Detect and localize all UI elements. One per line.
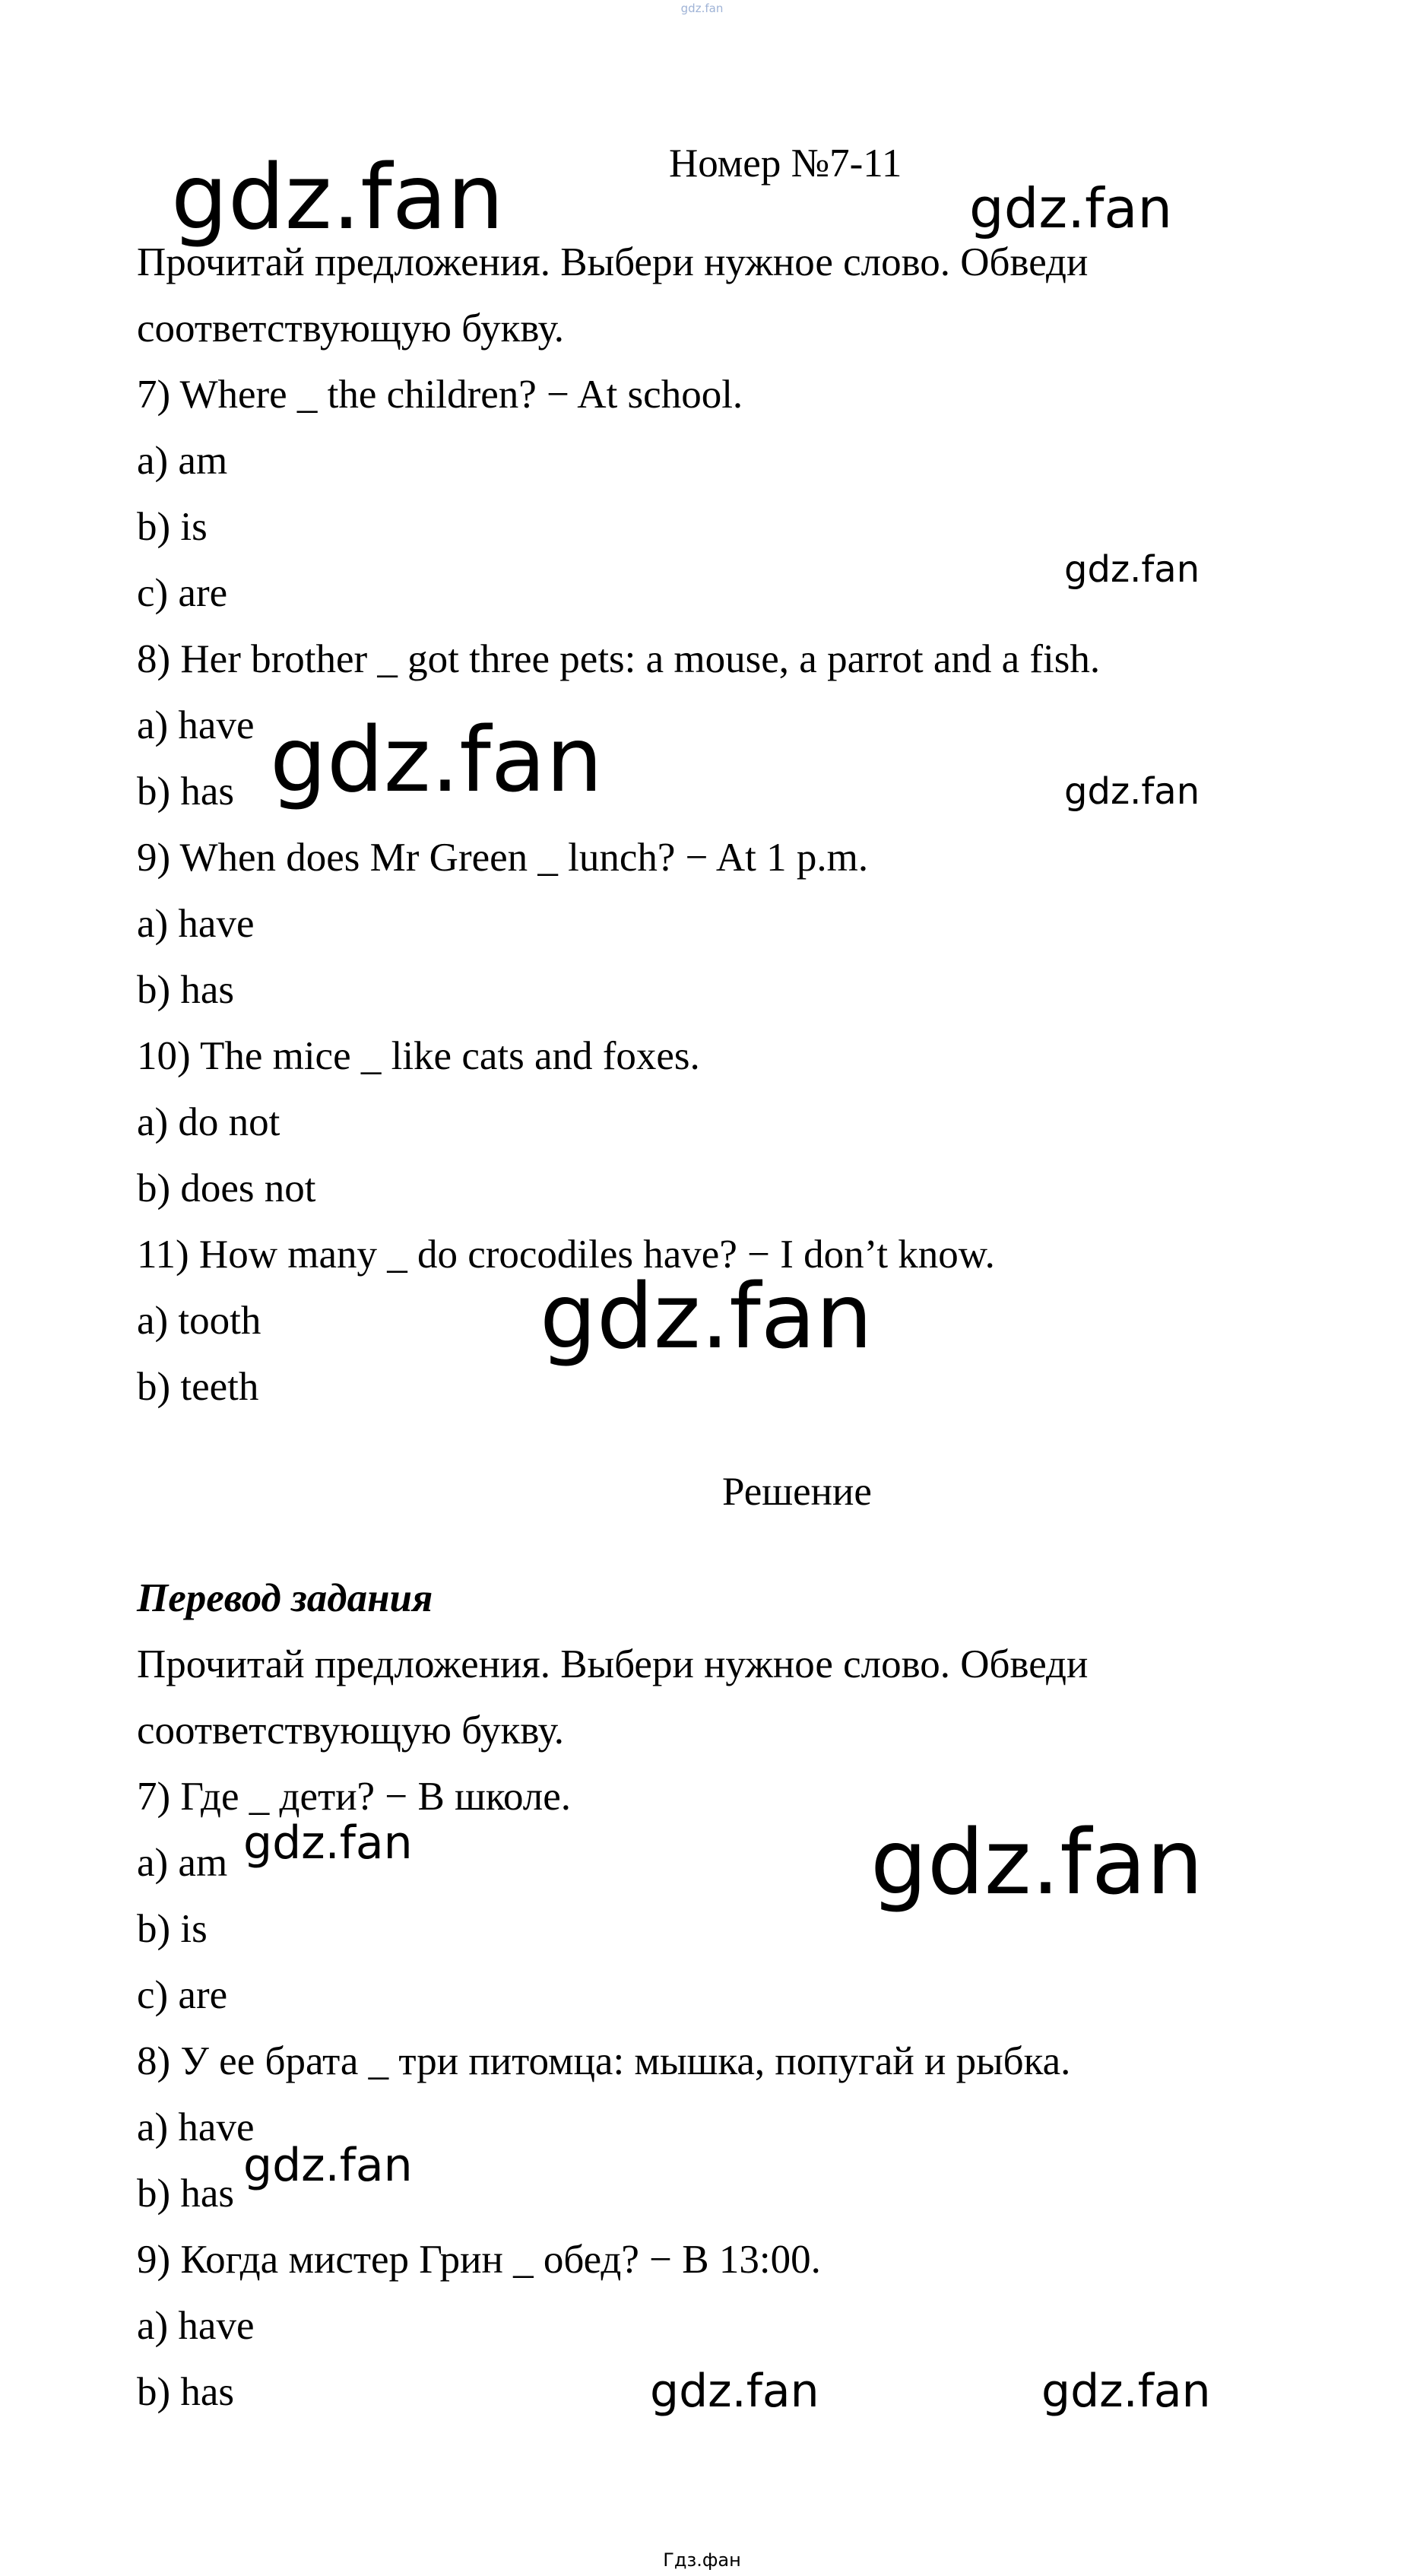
task-option: a) am [137,439,228,483]
translation-option: b) has [137,2172,235,2216]
translation-option: c) are [137,1973,228,2017]
translation-question-8: 8) У ее брата _ три питомца: мышка, попугай и рыбка. [137,2039,1071,2083]
task-question-8: 8) Her brother _ got three pets: a mouse, a parrot and a fish. [137,637,1101,681]
translation-option: b) is [137,1907,208,1951]
watermark: gdz.fan [969,176,1173,240]
task-option: b) teeth [137,1365,259,1409]
translation-question-9: 9) Когда мистер Грин _ обед? − В 13:00. [137,2238,821,2282]
watermark: gdz.fan [1064,548,1200,591]
watermark: gdz.fan [243,1816,413,1870]
task-option: a) have [137,703,255,747]
page-title: Номер №7-11 [669,141,902,186]
task-option: b) has [137,968,235,1012]
watermark: gdz.fan [540,1264,873,1369]
task-question-11: 11) How many _ do crocodiles have? − I don’t know. [137,1232,995,1277]
translation-question-7: 7) Где _ дети? − В школе. [137,1775,571,1819]
translation-option: b) has [137,2370,235,2414]
top-watermark: gdz.fan [680,2,724,15]
translation-option: a) have [137,2304,255,2348]
watermark: gdz.fan [171,144,504,249]
task-option: c) are [137,571,228,615]
task-option: b) has [137,769,235,814]
task-instruction-line-2: соответствующую букву. [137,306,565,351]
solution-heading: Решение [722,1470,872,1514]
translation-heading: Перевод задания [137,1576,433,1620]
translation-option: a) have [137,2105,255,2149]
task-option: a) have [137,902,255,946]
footer-mark: Гдз.фан [663,2549,741,2571]
task-option: a) tooth [137,1299,261,1343]
watermark: gdz.fan [270,707,603,812]
watermark: gdz.fan [243,2139,413,2192]
translation-option: a) am [137,1841,228,1885]
watermark: gdz.fan [870,1810,1203,1915]
watermark: gdz.fan [650,2365,819,2418]
translation-instruction-line-1: Прочитай предложения. Выбери нужное слово. Обведи [137,1642,1089,1686]
task-question-10: 10) The mice _ like cats and foxes. [137,1034,700,1078]
watermark: gdz.fan [1064,770,1200,813]
task-option: b) is [137,505,208,549]
task-option: b) does not [137,1166,316,1210]
task-option: a) do not [137,1100,280,1144]
task-question-9: 9) When does Mr Green _ lunch? − At 1 p.m. [137,836,869,880]
task-question-7: 7) Where _ the children? − At school. [137,373,743,417]
task-instruction-line-1: Прочитай предложения. Выбери нужное слово. Обведи [137,240,1089,284]
watermark: gdz.fan [1041,2365,1211,2418]
translation-instruction-line-2: соответствующую букву. [137,1708,565,1753]
